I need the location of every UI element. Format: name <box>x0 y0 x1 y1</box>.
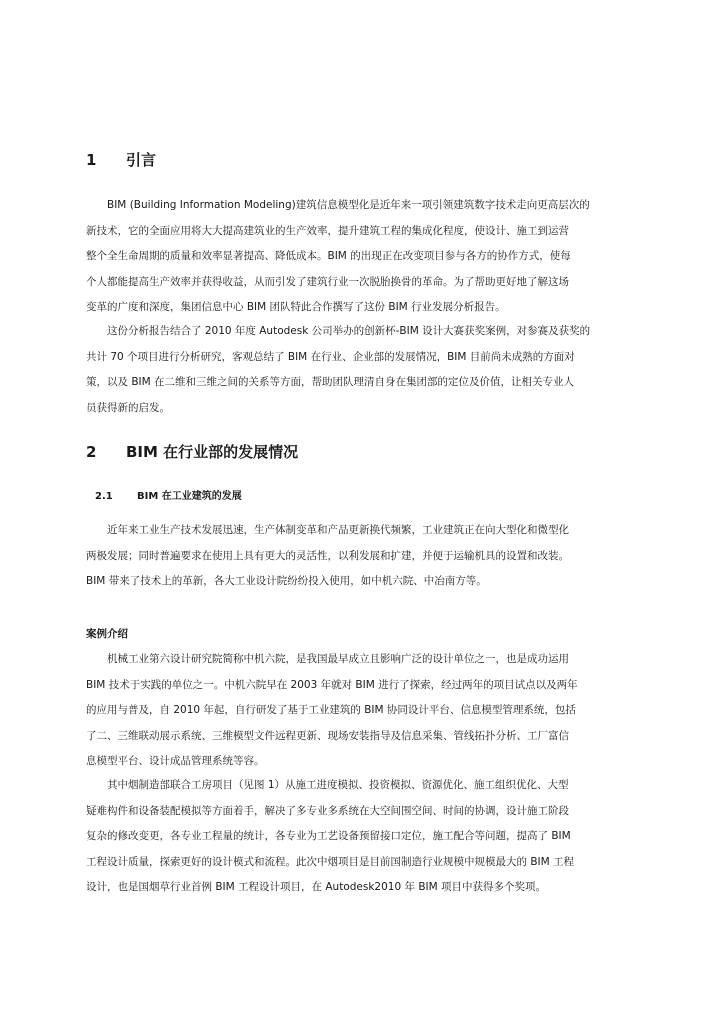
text-line: 员获得新的启发。 <box>86 401 170 414</box>
text-line: 的应用与普及，自 2010 年起，自行研发了基于工业建筑的 BIM 协同设计平台、信息模型管理系统，包括 <box>86 704 576 716</box>
text-line: 其中烟制造部联合工房项目（见图 1）从施工进度模拟、投资模拟、资源优化、施工组织优化、大型 <box>107 779 569 791</box>
text-line: 疑难构件和设备装配模拟等方面着手，解决了多专业多系统在大空间围空间、时间的协调，设计施工阶段 <box>86 804 569 817</box>
text-line: 新技术，它的全面应用将大大提高建筑业的生产效率，提升建筑工程的集成化程度，使设计、施工到运营 <box>86 224 569 237</box>
text-line: 复杂的修改变更，各专业工程量的统计，各专业为工艺设备预留接口定位，施工配合等问题，提高了 BIM <box>86 830 571 842</box>
text-line: 这份分析报告结合了 2010 年度 Autodesk 公司举办的创新杯-BIM 设计大赛获奖案例，对参赛及获奖的 <box>107 325 591 337</box>
text-line: BIM 技术于实践的单位之一。中机六院早在 2003 年就对 BIM 进行了探索，经过两年的项目试点以及两年 <box>86 678 578 691</box>
text-line: 设计，也是国烟草行业首例 BIM 工程设计项目，在 Autodesk2010 年 BIM 项目中获得多个奖项。 <box>86 881 547 893</box>
section-1-paragraph-1 <box>86 193 642 321</box>
section-2-1-heading <box>95 490 242 504</box>
section-2-title: BIM 在行业部的发展情况 <box>126 443 299 461</box>
section-1-paragraph-2 <box>86 319 642 421</box>
text-line: 策，以及 BIM 在二维和三维之间的关系等方面，帮助团队理清自身在集团部的定位及价值，让相关专业人 <box>86 376 575 388</box>
section-2-1-paragraph <box>86 518 642 595</box>
section-1-number: 1 <box>86 151 97 169</box>
section-1-title: 引言 <box>126 151 157 169</box>
section-1-heading <box>86 150 156 170</box>
text-line: 工程设计质量，探索更好的设计模式和流程。此次中烟项目是目前国制造行业规模中规模最大的 BIM 工程 <box>86 855 575 868</box>
case-paragraph-1 <box>86 647 642 775</box>
section-2-1-number: 2.1 <box>95 491 113 502</box>
text-line: 共计 70 个项目进行分析研究，客观总结了 BIM 在行业、企业部的发展情况，BIM 目前尚未成熟的方面对 <box>86 350 575 363</box>
text-line: BIM (Building Information Modeling)建筑信息模型化是近年来一项引领建筑数字技术走向更高层次的 <box>107 199 590 211</box>
section-2-1-title: BIM 在工业建筑的发展 <box>137 491 242 502</box>
case-paragraph-2 <box>86 773 642 901</box>
text-line: 两极发展；同时普遍要求在使用上具有更大的灵活性，以利发展和扩建，并便于运输机具的设置和改装。 <box>86 549 569 562</box>
text-line: 变革的广度和深度，集团信息中心 BIM 团队特此合作撰写了这份 BIM 行业发展分析报告。 <box>86 301 506 313</box>
text-line: 机械工业第六设计研究院简称中机六院，是我国最早成立且影响广泛的设计单位之一，也是成功运用 <box>107 653 569 665</box>
text-line: 了二、三维联动展示系统、三维模型文件远程更新、现场安装指导及信息采集、管线拓扑分析、工厂富信 <box>86 729 569 742</box>
text-line: 近年来工业生产技术发展迅速，生产体制变革和产品更新换代频繁，工业建筑正在向大型化和微型化 <box>107 524 569 536</box>
case-heading: 案例介绍 <box>86 628 128 640</box>
section-2-heading <box>86 442 298 462</box>
text-line: 个人都能提高生产效率并获得收益，从而引发了建筑行业一次脱胎换骨的革命。为了帮助更好地了解这场 <box>86 275 569 288</box>
text-line: BIM 带来了技术上的革新，各大工业设计院纷纷投入使用，如中机六院、中冶南方等。 <box>86 575 487 587</box>
text-line: 息模型平台、设计成品管理系统等容。 <box>86 755 265 767</box>
section-2-number: 2 <box>86 443 97 461</box>
text-line: 整个全生命周期的质量和效率显著提高、降低成本。BIM 的出现正在改变项目参与各方的协作方式，使每 <box>86 250 571 262</box>
